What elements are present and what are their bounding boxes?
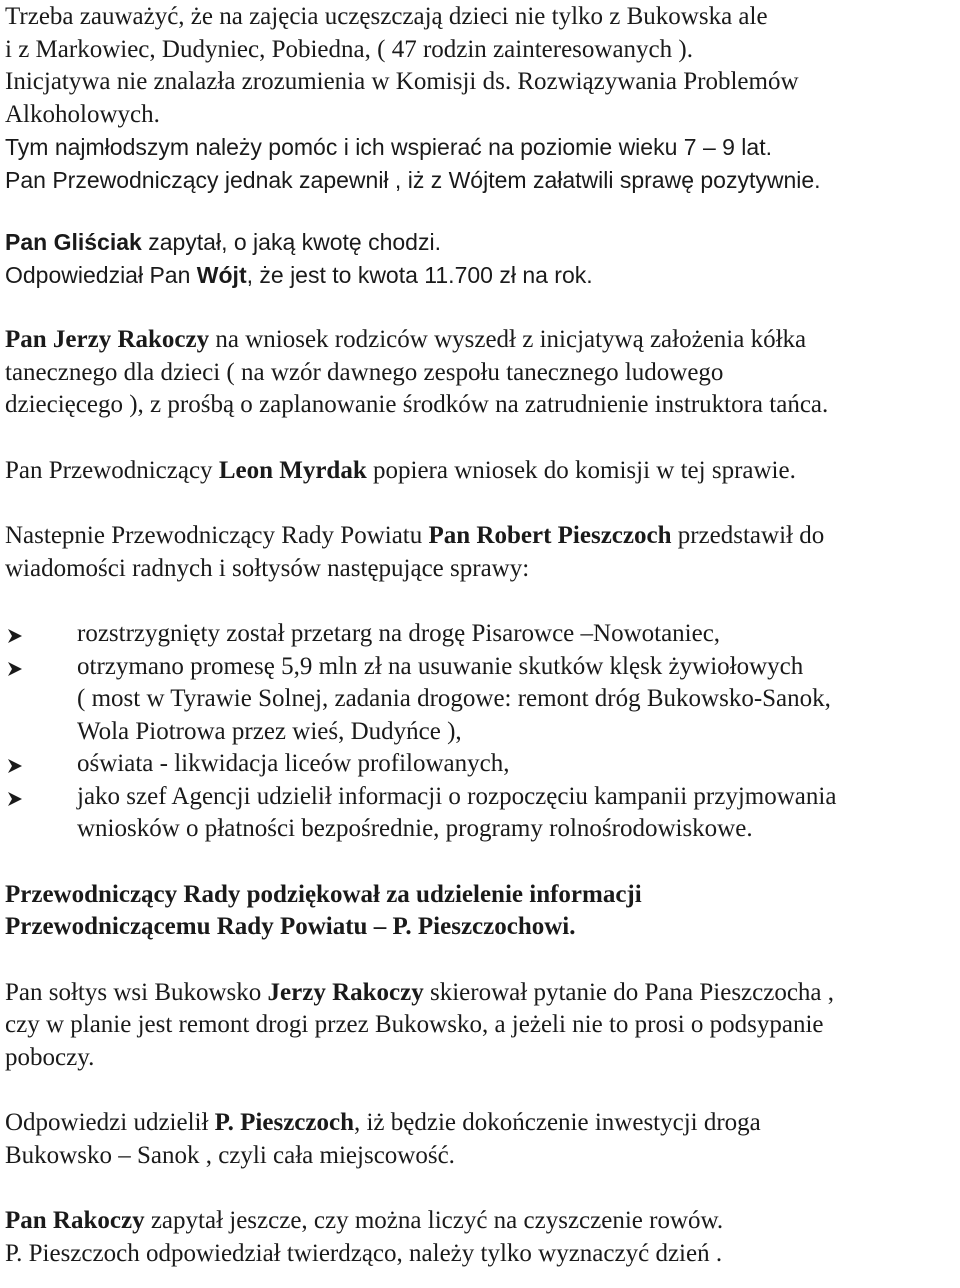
text-line: [5, 1205, 955, 1238]
text-line: wiadomości radnych i sołtysów następujące sprawy:: [5, 554, 530, 582]
text-fragment: , że jest to kwota 11.700 zł na rok.: [246, 261, 593, 288]
text-line: [5, 324, 955, 357]
bold-statement: Przewodniczący Rady podziękował za udzielenie informacji: [5, 880, 642, 908]
speaker-name: Pan Jerzy Rakoczy: [5, 326, 210, 353]
text-line: Trzeba zauważyć, że na zajęcia uczęszczają dzieci nie tylko z Bukowska ale: [5, 3, 768, 30]
speaker-name: Leon Myrdak: [218, 456, 367, 484]
text-fragment: przedstawił do: [671, 522, 825, 549]
speaker-name: Pan Robert Pieszczoch: [428, 522, 672, 549]
text-fragment: Nastepnie Przewodniczący Rady Powiatu: [5, 522, 429, 549]
text-line: i z Markowiec, Dudyniec, Pobiedna, ( 47 rodzin zainteresowanych ).: [5, 35, 693, 63]
text-line: Tym najmłodszym należy pomóc i ich wspierać na poziomie wieku 7 – 9 lat.: [5, 134, 772, 160]
list-item-text: otrzymano promesę 5,9 mln zł na usuwanie skutków klęsk żywiołowych: [77, 652, 804, 680]
document-page: [5, 1, 955, 1270]
text-line: [5, 879, 955, 912]
text-line: Bukowsko – Sanok , czyli cała miejscowość.: [5, 1141, 455, 1169]
text-fragment: Odpowiedział Pan: [5, 261, 197, 288]
text-line: [5, 226, 955, 259]
text-line: [5, 259, 955, 292]
text-line: [5, 911, 955, 944]
text-line: Inicjatywa nie znalazła zrozumienia w Komisji ds. Rozwiązywania Problemów: [5, 68, 799, 95]
text-fragment: Pan Przewodniczący: [5, 456, 219, 484]
text-fragment: , iż będzie dokończenie inwestycji droga: [353, 1109, 761, 1136]
text-fragment: popiera wniosek do komisji w tej sprawie.: [366, 456, 796, 484]
list-item: [5, 781, 955, 814]
text-line: [5, 455, 955, 488]
text-fragment: skierował pytanie do Pana Pieszczocha ,: [423, 978, 835, 1006]
text-fragment: na wniosek rodziców wyszedł z inicjatywą założenia kółka: [209, 326, 807, 353]
text-fragment: Odpowiedzi udzielił: [5, 1109, 215, 1136]
text-line: tanecznego dla dzieci ( na wzór dawnego zespołu tanecznego ludowego: [5, 358, 724, 386]
text-line: [5, 1107, 955, 1140]
list-item-continuation: Wola Piotrowa przez wieś, Dudyńce ),: [77, 717, 462, 745]
text-line: P. Pieszczoch odpowiedział twierdząco, należy tylko wyznaczyć dzień .: [5, 1239, 723, 1267]
list-item: [5, 651, 955, 684]
list-item-text: jako szef Agencji udzielił informacji o rozpoczęciu kampanii przyjmowania: [77, 782, 837, 810]
list-item-continuation: wniosków o płatności bezpośrednie, programy rolnośrodowiskowe.: [77, 815, 753, 842]
list-item-text: oświata - likwidacja liceów profilowanych,: [77, 750, 510, 777]
list-item: [5, 618, 955, 651]
text-fragment: Pan sołtys wsi Bukowsko: [5, 978, 268, 1006]
bullet-list: [5, 618, 955, 846]
list-item: [5, 748, 955, 781]
speaker-name: Wójt: [196, 261, 247, 288]
text-line: Pan Przewodniczący jednak zapewnił , iż z Wójtem załatwili sprawę pozytywnie.: [5, 166, 821, 193]
text-line: czy w planie jest remont drogi przez Bukowsko, a jeżeli nie to prosi o podsypanie: [5, 1011, 824, 1038]
text-fragment: zapytał, o jaką kwotę chodzi.: [141, 229, 441, 255]
text-line: poboczy.: [5, 1043, 95, 1071]
list-item-continuation: ( most w Tyrawie Solnej, zadania drogowe: remont dróg Bukowsko-Sanok,: [77, 685, 831, 712]
speaker-name: Pan Rakoczy: [5, 1207, 145, 1234]
text-line: Alkoholowych.: [5, 100, 160, 128]
bold-statement: Przewodniczącemu Rady Powiatu – P. Pieszczochowi.: [5, 913, 576, 940]
text-line: [5, 977, 955, 1010]
text-fragment: zapytał jeszcze, czy można liczyć na czyszczenie rowów.: [144, 1207, 724, 1234]
list-item-text: rozstrzygnięty został przetarg na drogę Pisarowce –Nowotaniec,: [77, 620, 721, 647]
speaker-name: P. Pieszczoch: [214, 1109, 354, 1136]
text-line: [5, 520, 955, 553]
speaker-name: Jerzy Rakoczy: [267, 978, 424, 1006]
text-line: dziecięcego ), z prośbą o zaplanowanie środków na zatrudnienie instruktora tańca.: [5, 391, 829, 418]
speaker-name: Pan Gliściak: [5, 229, 142, 255]
